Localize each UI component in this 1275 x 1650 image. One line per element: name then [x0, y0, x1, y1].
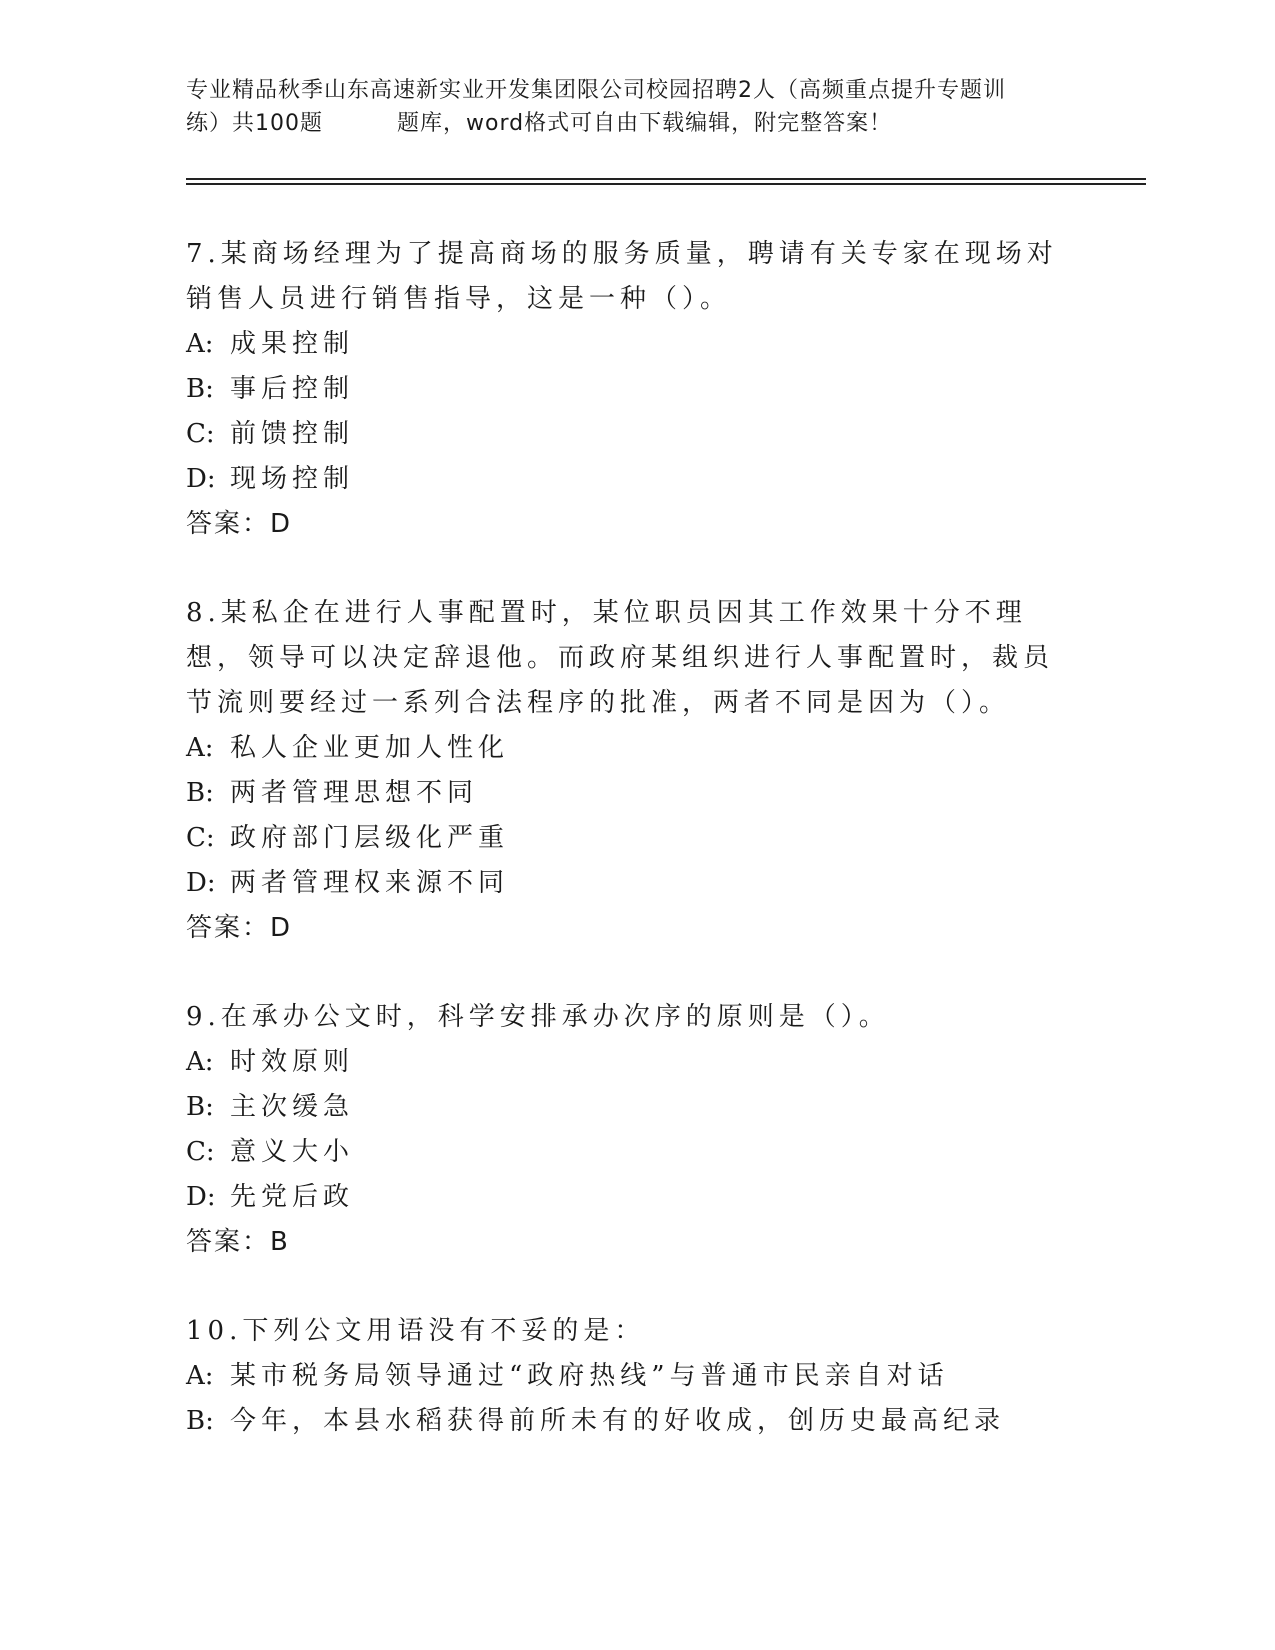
option-c	[186, 1130, 1066, 1175]
option-letter: A:	[186, 1047, 214, 1077]
option-text: 今年，本县水稻获得前所未有的好收成，创历史最高纪录	[230, 1406, 1006, 1436]
header-divider-bottom	[186, 183, 1146, 185]
option-text: 两者管理权来源不同	[230, 868, 510, 898]
option-text: 政府部门层级化严重	[230, 823, 510, 853]
option-letter: C:	[186, 823, 215, 853]
option-d	[186, 1175, 1066, 1220]
document-header	[186, 74, 1086, 140]
option-text: 两者管理思想不同	[230, 778, 479, 808]
option-letter: C:	[186, 419, 215, 449]
question-stem: 8.某私企在进行人事配置时，某位职员因其工作效果十分不理想，领导可以决定辞退他。而政府某组织进行人事配置时，裁员节流则要经过一系列合法程序的批准，两者不同是因为（）。	[186, 598, 1055, 718]
option-b	[186, 1399, 1066, 1444]
option-text: 事后控制	[230, 374, 355, 404]
option-b	[186, 1085, 1066, 1130]
option-text: 前馈控制	[230, 419, 355, 449]
option-text: 某市税务局领导通过“政府热线”与普通市民亲自对话	[230, 1361, 949, 1391]
option-a	[186, 1040, 1066, 1085]
option-d	[186, 457, 1066, 502]
option-text: 成果控制	[230, 329, 355, 359]
option-text: 私人企业更加人性化	[230, 733, 510, 763]
option-text: 主次缓急	[230, 1092, 355, 1122]
option-a	[186, 1354, 1066, 1399]
question-7	[186, 232, 1066, 547]
option-c	[186, 412, 1066, 457]
option-letter: B:	[186, 374, 214, 404]
option-b	[186, 367, 1066, 412]
header-divider-top	[186, 178, 1146, 180]
option-a	[186, 726, 1066, 771]
question-8	[186, 591, 1066, 951]
question-stem: 7.某商场经理为了提高商场的服务质量，聘请有关专家在现场对销售人员进行销售指导，这是一种（）。	[186, 239, 1058, 314]
option-text: 现场控制	[230, 464, 355, 494]
question-9	[186, 995, 1066, 1265]
option-text: 时效原则	[230, 1047, 355, 1077]
option-text: 意义大小	[230, 1137, 355, 1167]
option-letter: A:	[186, 329, 214, 359]
question-stem: 9.在承办公文时，科学安排承办次序的原则是（）。	[186, 1002, 890, 1032]
option-letter: D:	[186, 464, 216, 494]
question-list	[186, 232, 1066, 1488]
option-letter: C:	[186, 1137, 215, 1167]
option-letter: A:	[186, 733, 214, 763]
option-letter: B:	[186, 1092, 214, 1122]
header-line-2-part-a: 练）共100题	[186, 111, 323, 136]
option-text: 先党后政	[230, 1182, 355, 1212]
option-b	[186, 771, 1066, 816]
option-letter: D:	[186, 868, 216, 898]
option-letter: A:	[186, 1361, 214, 1391]
option-a	[186, 322, 1066, 367]
header-line-1: 专业精品秋季山东高速新实业开发集团限公司校园招聘2人（高频重点提升专题训	[186, 78, 1006, 103]
option-letter: B:	[186, 778, 214, 808]
question-stem: 10.下列公文用语没有不妥的是：	[186, 1316, 646, 1346]
answer-line: 答案：B	[186, 1227, 290, 1257]
header-line-2-part-b: 题库，word格式可自由下载编辑，附完整答案！	[397, 111, 893, 136]
header-line-2	[186, 107, 1086, 140]
option-c	[186, 816, 1066, 861]
answer-line: 答案：D	[186, 913, 293, 943]
option-d	[186, 861, 1066, 906]
option-letter: D:	[186, 1182, 216, 1212]
option-letter: B:	[186, 1406, 214, 1436]
answer-line: 答案：D	[186, 509, 293, 539]
question-10	[186, 1309, 1066, 1444]
